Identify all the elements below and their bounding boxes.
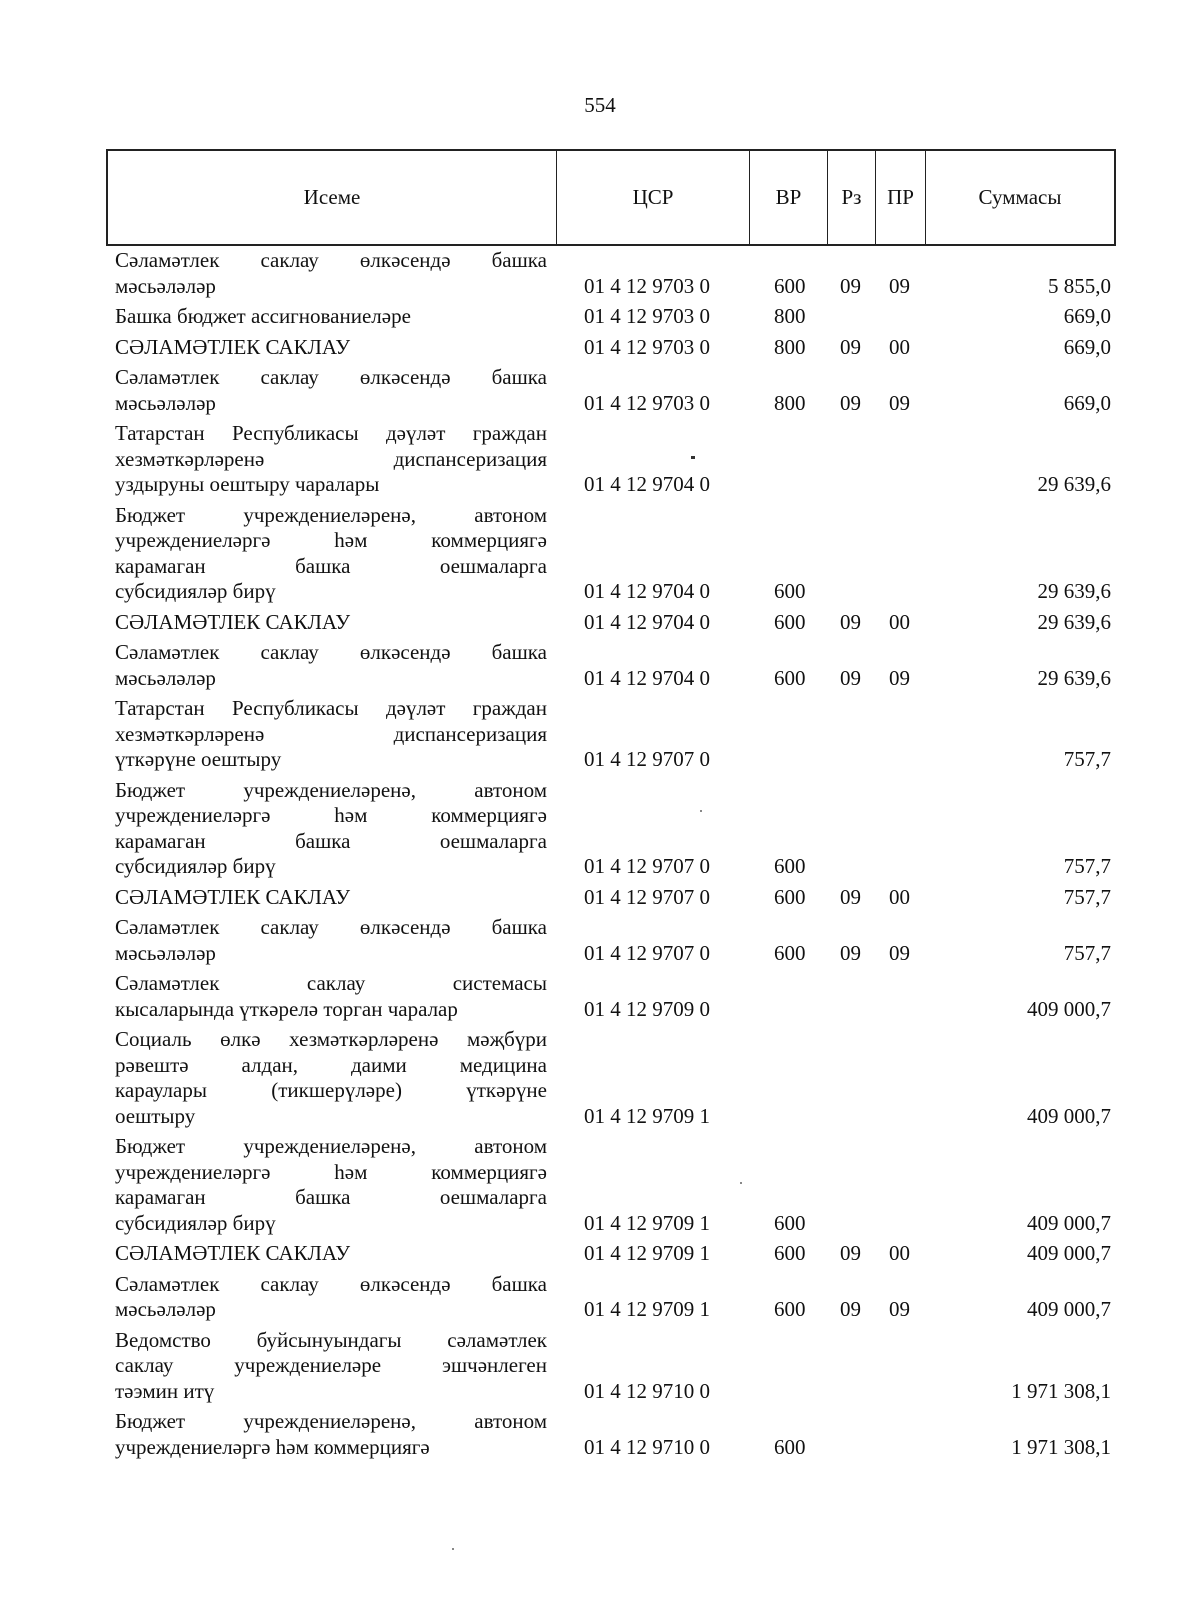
header-pr: ПР (876, 151, 926, 244)
row-name-line: хезмәткәрләренә диспансеризация (115, 446, 547, 471)
row-name-line: караулары (тикшерүләре) үткәрүне (115, 1078, 547, 1102)
table-row (0, 503, 1200, 605)
row-name (115, 885, 547, 911)
row-name (115, 248, 547, 299)
table-row (0, 335, 1200, 361)
row-name (115, 365, 547, 416)
row-name (115, 915, 547, 966)
table-row (0, 778, 1200, 880)
table-row (0, 365, 1200, 416)
row-name (115, 421, 547, 498)
row-name (115, 610, 547, 636)
row-sum: 29 639,6 (1037, 609, 1111, 634)
row-csr: 01 4 12 9704 0 (584, 609, 710, 634)
row-name-line: оештыру (115, 1103, 196, 1128)
row-vr: 600 (774, 854, 806, 878)
row-csr: 01 4 12 9707 0 (584, 854, 710, 878)
row-csr: 01 4 12 9703 0 (584, 334, 710, 359)
row-pr: 09 (889, 390, 910, 415)
header-rz: Рз (828, 151, 876, 244)
table-row (0, 1027, 1200, 1129)
table-row (0, 304, 1200, 330)
row-rz: 09 (840, 940, 861, 965)
row-name-line: субсидияләр бирү (115, 854, 276, 878)
row-name-line: Ведомство буйсынуындагы сәламәтлек (115, 1327, 547, 1352)
row-name-line: СӘЛАМӘТЛЕК САКЛАУ (115, 334, 351, 359)
row-name-line: кысаларында үткәрелә торган чаралар (115, 996, 458, 1021)
row-name-line: Сәламәтлек саклау өлкәсендә башка (115, 1271, 547, 1296)
row-csr: 01 4 12 9709 1 (584, 1297, 710, 1321)
row-name (115, 1409, 547, 1460)
row-sum: 409 000,7 (1027, 1241, 1111, 1265)
row-rz: 09 (840, 609, 861, 634)
row-pr: 09 (889, 273, 910, 298)
row-sum: 757,7 (1063, 940, 1111, 965)
row-pr: 00 (889, 884, 910, 909)
row-pr: 09 (889, 665, 910, 690)
row-vr: 800 (774, 304, 806, 328)
header-csr: ЦСР (557, 151, 750, 244)
row-name-line: саклау учреждениеләре эшчәнлеген (115, 1353, 547, 1377)
row-sum: 5 855,0 (1048, 273, 1111, 298)
row-name-line: рәвештә алдан, даими медицина (115, 1052, 547, 1077)
row-vr: 600 (774, 940, 806, 965)
row-name (115, 1328, 547, 1405)
table-row (0, 1241, 1200, 1267)
row-vr: 600 (774, 579, 806, 603)
row-name (115, 1134, 547, 1236)
row-name (115, 640, 547, 691)
row-csr: 01 4 12 9703 0 (584, 304, 710, 328)
row-vr: 600 (774, 665, 806, 690)
row-sum: 1 971 308,1 (1011, 1434, 1111, 1459)
row-name-line: СӘЛАМӘТЛЕК САКЛАУ (115, 1241, 351, 1265)
row-name-line: Сәламәтлек саклау өлкәсендә башка (115, 365, 547, 389)
row-sum: 29 639,6 (1037, 579, 1111, 603)
row-name-line: Социаль өлкә хезмәткәрләренә мәҗбүри (115, 1027, 547, 1051)
row-name-line: Бюджет учреждениеләренә, автоном (115, 1409, 547, 1433)
row-name-line: мәсьәләләр (115, 940, 216, 965)
row-name-line: субсидияләр бирү (115, 579, 276, 603)
header-vr: ВР (750, 151, 828, 244)
row-vr: 600 (774, 609, 806, 634)
row-rz: 09 (840, 1241, 861, 1265)
row-name (115, 696, 547, 773)
row-name-line: Башка бюджет ассигнованиеләре (115, 304, 411, 328)
row-sum: 757,7 (1063, 884, 1111, 909)
table-row (0, 248, 1200, 299)
row-csr: 01 4 12 9710 0 (584, 1378, 710, 1403)
row-sum: 669,0 (1063, 390, 1111, 415)
row-vr: 600 (774, 884, 806, 909)
row-rz: 09 (840, 273, 861, 298)
row-name-line: Татарстан Республикасы дәүләт граждан (115, 696, 547, 720)
row-sum: 409 000,7 (1027, 1103, 1111, 1128)
row-name-line: карамаган башка оешмаларга (115, 828, 547, 853)
row-rz: 09 (840, 1297, 861, 1321)
row-name-line: мәсьәләләр (115, 1297, 216, 1321)
header-sum: Суммасы (978, 185, 1062, 209)
row-csr: 01 4 12 9704 0 (584, 472, 710, 496)
row-name (115, 1241, 547, 1267)
row-name-line: Бюджет учреждениеләренә, автоном (115, 1134, 547, 1158)
row-name (115, 778, 547, 880)
row-sum: 409 000,7 (1027, 1297, 1111, 1321)
row-name-line: карамаган башка оешмаларга (115, 553, 547, 578)
table-row (0, 885, 1200, 911)
row-name-line: Бюджет учреждениеләренә, автоном (115, 502, 547, 527)
row-pr: 09 (889, 940, 910, 965)
row-vr: 600 (774, 1241, 806, 1265)
table-row (0, 1409, 1200, 1460)
row-name-line: Сәламәтлек саклау өлкәсендә башка (115, 640, 547, 664)
row-name-line: Бюджет учреждениеләренә, автоном (115, 777, 547, 802)
row-name (115, 503, 547, 605)
row-name-line: үткәрүне оештыру (115, 747, 282, 771)
row-name-line: Сәламәтлек саклау өлкәсендә башка (115, 915, 547, 939)
row-name (115, 971, 547, 1022)
table-row (0, 915, 1200, 966)
row-csr: 01 4 12 9710 0 (584, 1434, 710, 1459)
row-name-line: учреждениеләргә һәм коммерциягә (115, 1159, 547, 1184)
row-vr: 800 (774, 334, 806, 359)
row-csr: 01 4 12 9703 0 (584, 390, 710, 415)
row-pr: 00 (889, 609, 910, 634)
row-sum: 669,0 (1063, 334, 1111, 359)
table-header (106, 149, 1116, 246)
row-name-line: мәсьәләләр (115, 273, 216, 298)
row-rz: 09 (840, 390, 861, 415)
row-name (115, 304, 547, 330)
row-name-line: Сәламәтлек саклау системасы (115, 971, 547, 995)
row-csr: 01 4 12 9709 0 (584, 996, 710, 1021)
scan-speck (740, 1182, 742, 1184)
row-sum: 29 639,6 (1037, 472, 1111, 496)
row-pr: 00 (889, 334, 910, 359)
table-row (0, 1134, 1200, 1236)
table-row (0, 971, 1200, 1022)
scan-speck (700, 810, 702, 812)
header-name: Исеме (108, 151, 557, 244)
row-sum: 669,0 (1063, 304, 1111, 328)
table-row (0, 1272, 1200, 1323)
row-name-line: мәсьәләләр (115, 665, 216, 690)
row-sum: 757,7 (1063, 747, 1111, 771)
table-row (0, 421, 1200, 498)
table-row (0, 640, 1200, 691)
row-name-line: хезмәткәрләренә диспансеризация (115, 721, 547, 746)
row-vr: 800 (774, 390, 806, 415)
table-row (0, 696, 1200, 773)
row-csr: 01 4 12 9707 0 (584, 747, 710, 771)
row-csr: 01 4 12 9703 0 (584, 273, 710, 298)
row-csr: 01 4 12 9707 0 (584, 940, 710, 965)
row-name-line: карамаган башка оешмаларга (115, 1185, 547, 1209)
row-pr: 00 (889, 1241, 910, 1265)
table-row (0, 1328, 1200, 1405)
row-vr: 600 (774, 1210, 806, 1235)
row-name-line: уздыруны оештыру чаралары (115, 472, 380, 496)
row-sum: 29 639,6 (1037, 665, 1111, 690)
row-name (115, 1272, 547, 1323)
row-name-line: учреждениеләргә һәм коммерциягә (115, 528, 547, 552)
row-name (115, 1027, 547, 1129)
scan-speck (452, 1548, 454, 1550)
row-csr: 01 4 12 9709 1 (584, 1210, 710, 1235)
row-csr: 01 4 12 9704 0 (584, 665, 710, 690)
row-rz: 09 (840, 884, 861, 909)
row-name-line: учреждениеләргә һәм коммерциягә (115, 1434, 430, 1459)
row-name-line: Татарстан Республикасы дәүләт граждан (115, 421, 547, 445)
scan-mark (691, 456, 695, 459)
row-name (115, 335, 547, 361)
row-name-line: Сәламәтлек саклау өлкәсендә башка (115, 248, 547, 272)
row-sum: 1 971 308,1 (1011, 1378, 1111, 1403)
page-number: 554 (584, 93, 616, 117)
row-vr: 600 (774, 1434, 806, 1459)
row-sum: 409 000,7 (1027, 996, 1111, 1021)
row-name-line: мәсьәләләр (115, 390, 216, 415)
row-csr: 01 4 12 9709 1 (584, 1241, 710, 1265)
row-name-line: тәэмин итү (115, 1378, 215, 1403)
row-name-line: СӘЛАМӘТЛЕК САКЛАУ (115, 884, 351, 909)
row-sum: 409 000,7 (1027, 1210, 1111, 1235)
row-vr: 600 (774, 273, 806, 298)
row-rz: 09 (840, 665, 861, 690)
row-name-line: СӘЛАМӘТЛЕК САКЛАУ (115, 609, 351, 634)
row-vr: 600 (774, 1297, 806, 1321)
row-csr: 01 4 12 9709 1 (584, 1103, 710, 1128)
row-rz: 09 (840, 334, 861, 359)
row-pr: 09 (889, 1297, 910, 1321)
table-row (0, 610, 1200, 636)
row-csr: 01 4 12 9704 0 (584, 579, 710, 603)
row-sum: 757,7 (1063, 854, 1111, 878)
row-name-line: учреждениеләргә һәм коммерциягә (115, 803, 547, 827)
row-name-line: субсидияләр бирү (115, 1210, 276, 1235)
row-csr: 01 4 12 9707 0 (584, 884, 710, 909)
